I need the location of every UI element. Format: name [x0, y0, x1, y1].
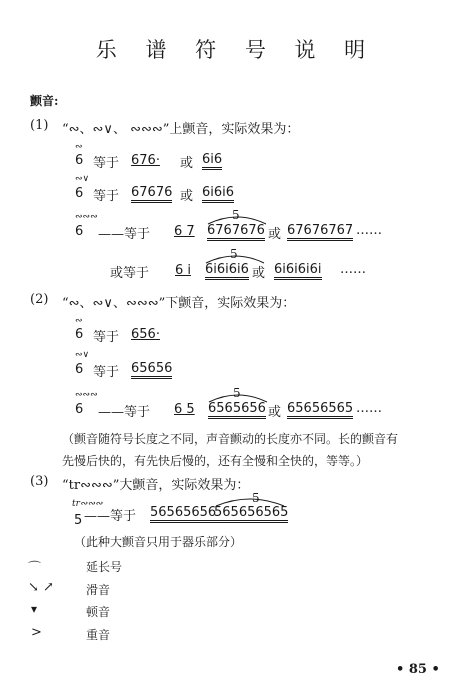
- item1-ex2-realization: 67676: [131, 186, 172, 203]
- trill-ornament-icon: ∾: [75, 142, 83, 152]
- trill-tr-ornament-icon: tr∾∾∾: [72, 499, 103, 509]
- item1-ex4-prefix: 或等于: [110, 266, 150, 281]
- mordent-ornament-icon: ∾∨: [75, 350, 90, 360]
- item2-ex1-note: 6: [75, 327, 84, 342]
- legend-label-staccato: 顿音: [86, 605, 111, 619]
- glissando-icon: ↘ ↗: [28, 580, 54, 595]
- tuplet-five-label: 5: [230, 247, 238, 261]
- item1-ex1-equals: 等于: [93, 156, 120, 171]
- item2-ex2-note: 6: [75, 362, 84, 377]
- item1-ex2-alt: 6i6i6: [202, 186, 234, 203]
- item3-number: (3): [30, 474, 49, 489]
- item1-description: “∾、∾∨、 ∾∾∾”上颤音，实际效果为：: [62, 122, 300, 137]
- item1-ex3-or: 或: [268, 227, 282, 242]
- item2-note-line2: 先慢后快的，有先快后慢的，还有全慢和全快的，等等。）: [62, 454, 369, 468]
- item1-ex3-equals: ——等于: [98, 227, 151, 242]
- section-heading-tremolo: 颤音:: [30, 94, 59, 108]
- item1-ex1-alt: 6i6: [202, 153, 222, 170]
- item1-ex3-note: 6: [75, 224, 84, 239]
- item1-ex4-ellipsis: ……: [340, 262, 366, 277]
- item3-ex1-realization: 56565656: [150, 506, 216, 523]
- item2-ex3-note: 6: [75, 402, 84, 417]
- accent-icon: >: [31, 625, 42, 640]
- item1-ex3-realization: 6 7: [174, 224, 195, 239]
- item3-note: （此种大颤音只用于器乐部分）: [74, 535, 243, 549]
- item2-ex2-equals: 等于: [93, 365, 120, 380]
- item1-ex3-alt: 67676767: [287, 224, 353, 241]
- item1-ex3-ellipsis: ……: [356, 223, 382, 238]
- item2-ex3-equals: ——等于: [98, 405, 151, 420]
- item2-ex1-equals: 等于: [93, 330, 120, 345]
- legend-label-fermata: 延长号: [86, 560, 123, 574]
- mordent-ornament-icon: ∾: [75, 316, 83, 326]
- item2-note-line1: （颤音随符号长度之不同，声音颤动的长度亦不同。长的颤音有: [62, 432, 399, 446]
- legend-label-accent: 重音: [86, 628, 111, 642]
- item1-ex4-or: 或: [252, 266, 266, 281]
- item1-ex1-or: 或: [180, 156, 194, 171]
- item3-ex1-equals: ——等于: [84, 509, 137, 524]
- item2-ex3-quintuplet: 6565656: [208, 402, 266, 419]
- item2-ex3-realization: 6 5: [174, 402, 195, 417]
- item1-number: (1): [30, 118, 49, 133]
- item3-ex1-quintuplet: 565656565: [214, 506, 288, 523]
- item2-ex3-or: 或: [268, 405, 282, 420]
- item1-ex2-or: 或: [180, 189, 194, 204]
- legend-label-glissando: 滑音: [86, 583, 111, 597]
- mordent-ornament-icon: ∾∾∾: [75, 390, 98, 400]
- fermata-icon: ⌒: [28, 561, 42, 576]
- item1-ex4-alt: 6i6i6i6i: [274, 263, 322, 280]
- tuplet-five-label: 5: [232, 208, 240, 222]
- trill-ornament-icon: ∾∨: [75, 174, 90, 184]
- tuplet-five-label: 5: [252, 491, 260, 505]
- item2-ex2-realization: 65656: [131, 362, 172, 379]
- tuplet-five-label: 5: [233, 386, 241, 400]
- item2-number: (2): [30, 292, 49, 307]
- item3-ex1-note: 5: [74, 513, 83, 528]
- item1-ex1-note: 6: [75, 153, 84, 168]
- page-number: • 85 •: [396, 662, 440, 677]
- item2-ex1-realization: 656·: [131, 327, 160, 342]
- trill-ornament-icon: ∾∾∾: [75, 212, 98, 222]
- item1-ex3-quintuplet: 6767676: [207, 224, 265, 241]
- item3-description: “tr∾∾∾”大颤音，实际效果为：: [62, 478, 250, 493]
- item1-ex2-note: 6: [75, 186, 84, 201]
- item1-ex1-realization: 676·: [131, 153, 160, 168]
- page-title: 乐 谱 符 号 说 明: [95, 38, 377, 62]
- staccato-icon: ▾: [31, 602, 38, 616]
- item2-ex3-alt: 65656565: [287, 402, 353, 419]
- item2-ex3-ellipsis: ……: [356, 401, 382, 416]
- item1-ex2-equals: 等于: [93, 189, 120, 204]
- item2-description: “∾、∾∨、∾∾∾”下颤音，实际效果为：: [62, 296, 296, 311]
- item1-ex4-realization: 6 i: [175, 263, 192, 278]
- item1-ex4-quintuplet: 6i6i6i6: [205, 263, 249, 280]
